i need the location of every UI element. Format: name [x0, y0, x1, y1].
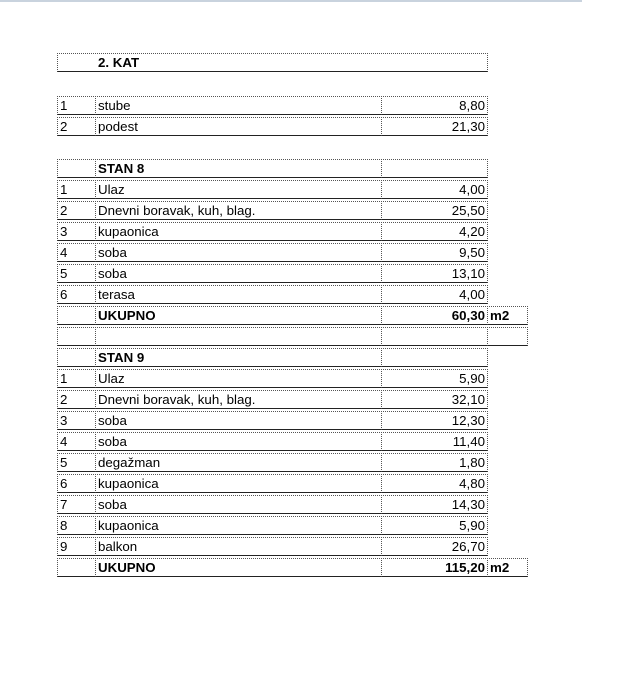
room-area: 9,50: [381, 243, 488, 262]
room-name: balkon: [95, 537, 382, 556]
row-number: 5: [57, 264, 96, 283]
room-name: podest: [95, 117, 382, 136]
room-name: kupaonica: [95, 516, 382, 535]
apartment-title: STAN 8: [95, 159, 382, 178]
room-area: 14,30: [381, 495, 488, 514]
room-name: Ulaz: [95, 180, 382, 199]
row-number: 7: [57, 495, 96, 514]
room-area: 1,80: [381, 453, 488, 472]
row-number: 2: [57, 390, 96, 409]
apartment-title: STAN 9: [95, 348, 382, 367]
room-name: kupaonica: [95, 222, 382, 241]
floor-title: 2. KAT: [57, 53, 488, 72]
row-number: 1: [57, 180, 96, 199]
row-number: 1: [57, 96, 96, 115]
row-number: 3: [57, 411, 96, 430]
room-name: soba: [95, 432, 382, 451]
row-number: 4: [57, 432, 96, 451]
empty-cell: [57, 306, 96, 325]
room-area: 4,00: [381, 180, 488, 199]
room-name: kupaonica: [95, 474, 382, 493]
room-area: 32,10: [381, 390, 488, 409]
room-area: 4,80: [381, 474, 488, 493]
room-name: soba: [95, 243, 382, 262]
empty-cell: [57, 159, 96, 178]
empty-cell: [381, 159, 488, 178]
empty-cell: [57, 348, 96, 367]
room-area: 11,40: [381, 432, 488, 451]
row-number: 9: [57, 537, 96, 556]
room-area: 8,80: [381, 96, 488, 115]
unit-label: m2: [487, 558, 528, 577]
row-number: 4: [57, 243, 96, 262]
row-number: 5: [57, 453, 96, 472]
room-name: Ulaz: [95, 369, 382, 388]
empty-cell: [381, 327, 488, 346]
empty-cell: [57, 327, 96, 346]
row-number: 2: [57, 201, 96, 220]
room-name: Dnevni boravak, kuh, blag.: [95, 390, 382, 409]
room-area: 26,70: [381, 537, 488, 556]
row-number: 1: [57, 369, 96, 388]
room-area: 25,50: [381, 201, 488, 220]
room-area: 4,00: [381, 285, 488, 304]
room-area: 5,90: [381, 369, 488, 388]
room-area: 5,90: [381, 516, 488, 535]
total-value: 60,30: [381, 306, 488, 325]
row-number: 6: [57, 474, 96, 493]
room-name: soba: [95, 495, 382, 514]
room-area: 4,20: [381, 222, 488, 241]
total-label: UKUPNO: [95, 306, 382, 325]
room-area: 21,30: [381, 117, 488, 136]
room-name: soba: [95, 411, 382, 430]
room-name: Dnevni boravak, kuh, blag.: [95, 201, 382, 220]
row-number: 3: [57, 222, 96, 241]
top-border-line: [0, 0, 582, 2]
room-name: degažman: [95, 453, 382, 472]
empty-cell: [95, 327, 382, 346]
empty-cell: [57, 558, 96, 577]
row-number: 2: [57, 117, 96, 136]
total-label: UKUPNO: [95, 558, 382, 577]
unit-label: m2: [487, 306, 528, 325]
empty-cell: [487, 327, 528, 346]
room-area: 13,10: [381, 264, 488, 283]
room-name: soba: [95, 264, 382, 283]
total-value: 115,20: [381, 558, 488, 577]
row-number: 8: [57, 516, 96, 535]
room-name: terasa: [95, 285, 382, 304]
room-name: stube: [95, 96, 382, 115]
row-number: 6: [57, 285, 96, 304]
room-area: 12,30: [381, 411, 488, 430]
empty-cell: [381, 348, 488, 367]
